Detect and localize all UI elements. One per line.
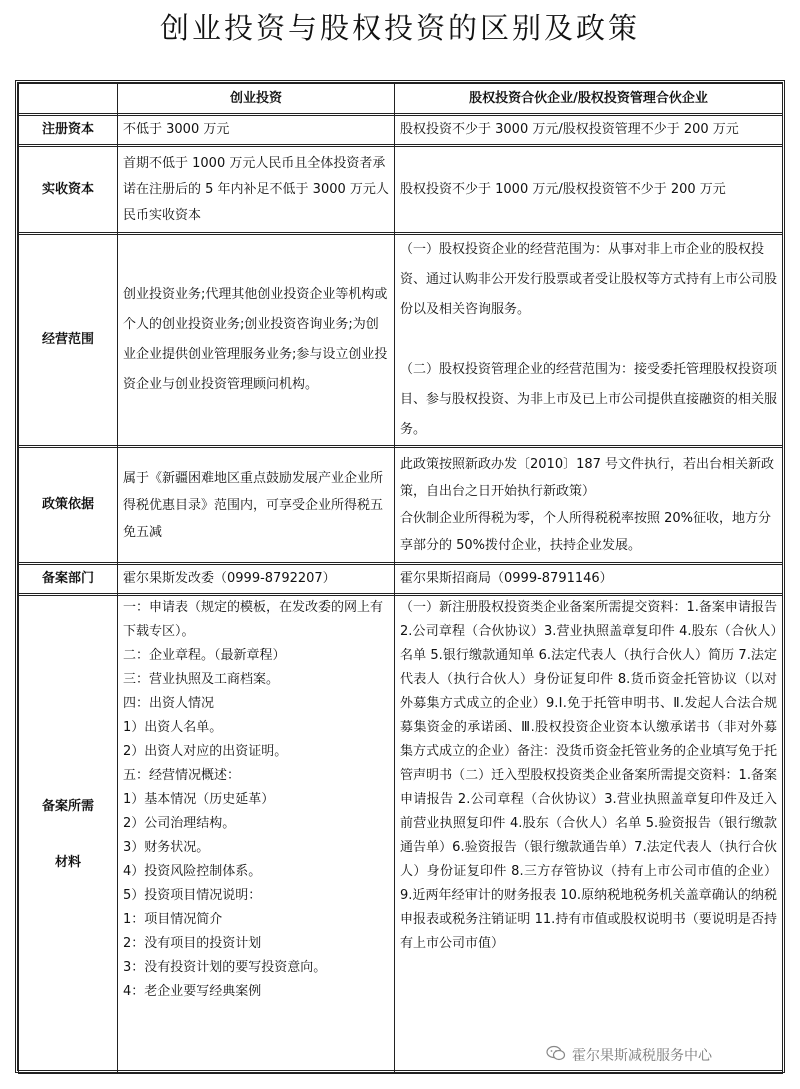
vc-materials-item: 五：经营情况概述： <box>123 768 241 783</box>
header-row <box>19 84 783 114</box>
pe-scope <box>395 235 783 446</box>
vc-materials-item: 二：企业章程。（最新章程） <box>123 648 286 663</box>
wechat-icon <box>546 1045 566 1065</box>
vc-materials-item: 四：出资人情况 <box>123 696 215 711</box>
pe-policy-para-1: 此政策按照新政办发〔2010〕187 号文件执行，若出台相关新政策，自出台之日开始执行新政策） <box>400 457 775 499</box>
vc-paid-capital: 首期不低于 1000 万元人民币且全体投资者承诺在注册后的 5 年内补足不低于 3000 万元人民币实收资本 <box>118 147 395 233</box>
vc-materials-item: 一：申请表（规定的模板，在发改委的网上有下载专区）。 <box>123 600 384 639</box>
vc-materials-item: 1）出资人名单。 <box>123 720 223 735</box>
vc-materials-item: 4：老企业要写经典案例 <box>123 984 262 999</box>
label-materials-line-1: 备案所需 <box>41 798 94 814</box>
vc-materials <box>118 596 395 1074</box>
vc-materials-item: 2）公司治理结构。 <box>123 816 236 831</box>
label-reg-capital: 注册资本 <box>19 116 118 145</box>
vc-materials-item: 3）财务状况。 <box>123 840 210 855</box>
watermark <box>546 1044 712 1066</box>
row-policy <box>19 448 783 563</box>
vc-materials-item: 三：营业执照及工商档案。 <box>123 672 280 687</box>
row-materials <box>19 596 783 1074</box>
pe-materials: （一）新注册股权投资类企业备案所需提交资料：1.备案申请报告 2.公司章程（合伙协议）3.营业执照盖章复印件 4.股东（合伙人）名单 5.银行缴款通知单 6.法定代表人（执行合伙人）简历 7.法定代表人（执行合伙人）身份证复印件 8.货币资金托管协议（以对外募集方式成立的企业）9.Ⅰ.免于托管申明书、Ⅱ.发起人合法合规募集资金的承诺函、Ⅲ.股权投资企业资本认缴承诺书（非对外募集方式成立的企业）备注：没货币资金托管业务的企业填写免于托管声明书（二）迁入型股权投资类企业备案所需提交资料：1.备案申请报告 2.公司章程（合伙协议）3.营业执照盖章复印件及迁入前营业执照复印件 4.股东（合伙人）名单 5.验资报告（银行缴款通告单）6.验资报告（银行缴款通告单）7.法定代表人（执行合伙人）身份证复印件 8.三方存管协议（持有上市公司市值的企业）9.近两年经审计的财务报表 10.原纳税地税务机关盖章确认的纳税申报表或税务注销证明 11.持有市值或股权说明书（要说明是否持有上市公司市值） <box>395 596 783 1074</box>
vc-materials-item: 2）出资人对应的出资证明。 <box>123 744 288 759</box>
vc-scope: 创业投资业务;代理其他创业投资企业等机构或个人的创业投资业务;创业投资咨询业务;为创业企业提供创业管理服务业务;参与设立创业投资企业与创业投资管理顾问机构。 <box>118 235 395 446</box>
watermark-text: 霍尔果斯减税服务中心 <box>572 1048 712 1064</box>
row-scope <box>19 235 783 446</box>
pe-scope-para-1: （一）股权投资企业的经营范围为：从事对非上市企业的股权投资、通过认购非公开发行股票或者受让股权等方式持有上市公司股份以及相关咨询服务。 <box>400 242 778 317</box>
label-dept: 备案部门 <box>19 565 118 594</box>
vc-materials-item: 1：项目情况简介 <box>123 912 223 927</box>
pe-scope-para-2: （二）股权投资管理企业的经营范围为：接受委托管理股权投资项目、参与股权投资、为非上市及已上市公司提供直接融资的相关服务。 <box>400 362 778 437</box>
vc-materials-item: 4）投资风险控制体系。 <box>123 864 262 879</box>
pe-dept: 霍尔果斯招商局（0999-8791146） <box>395 565 783 594</box>
policy-comparison-table <box>18 83 783 1074</box>
vc-dept: 霍尔果斯发改委（0999-8792207） <box>118 565 395 594</box>
vc-materials-list <box>123 596 389 1004</box>
vc-materials-item: 2：没有项目的投资计划 <box>123 936 262 951</box>
pe-reg-capital: 股权投资不少于 3000 万元/股权投资管理不少于 200 万元 <box>395 116 783 145</box>
vc-materials-item: 5）投资项目情况说明： <box>123 888 262 903</box>
label-materials <box>19 596 118 1074</box>
page-title: 创业投资与股权投资的区别及政策 <box>159 11 640 45</box>
vc-materials-item: 1）基本情况（历史延革） <box>123 792 275 807</box>
label-materials-line-2: 材料 <box>54 854 81 870</box>
header-pe: 股权投资合伙企业/股权投资管理合伙企业 <box>395 84 783 114</box>
pe-policy <box>395 448 783 563</box>
row-reg-capital <box>19 116 783 145</box>
vc-materials-item: 3：没有投资计划的要写投资意向。 <box>123 960 327 975</box>
vc-policy: 属于《新疆困难地区重点鼓励发展产业企业所得税优惠目录》范围内，可享受企业所得税五免五减 <box>118 448 395 563</box>
vc-reg-capital: 不低于 3000 万元 <box>118 116 395 145</box>
label-paid-capital: 实收资本 <box>19 147 118 233</box>
pe-policy-para-2: 合伙制企业所得税为零，个人所得税税率按照 20%征收，地方分享部分的 50%拨付企业，扶持企业发展。 <box>400 511 772 553</box>
row-dept <box>19 565 783 594</box>
row-paid-capital <box>19 147 783 233</box>
label-policy: 政策依据 <box>19 448 118 563</box>
pe-paid-capital: 股权投资不少于 1000 万元/股权投资管不少于 200 万元 <box>395 147 783 233</box>
label-scope: 经营范围 <box>19 235 118 446</box>
header-vc: 创业投资 <box>118 84 395 114</box>
header-blank <box>19 84 118 114</box>
